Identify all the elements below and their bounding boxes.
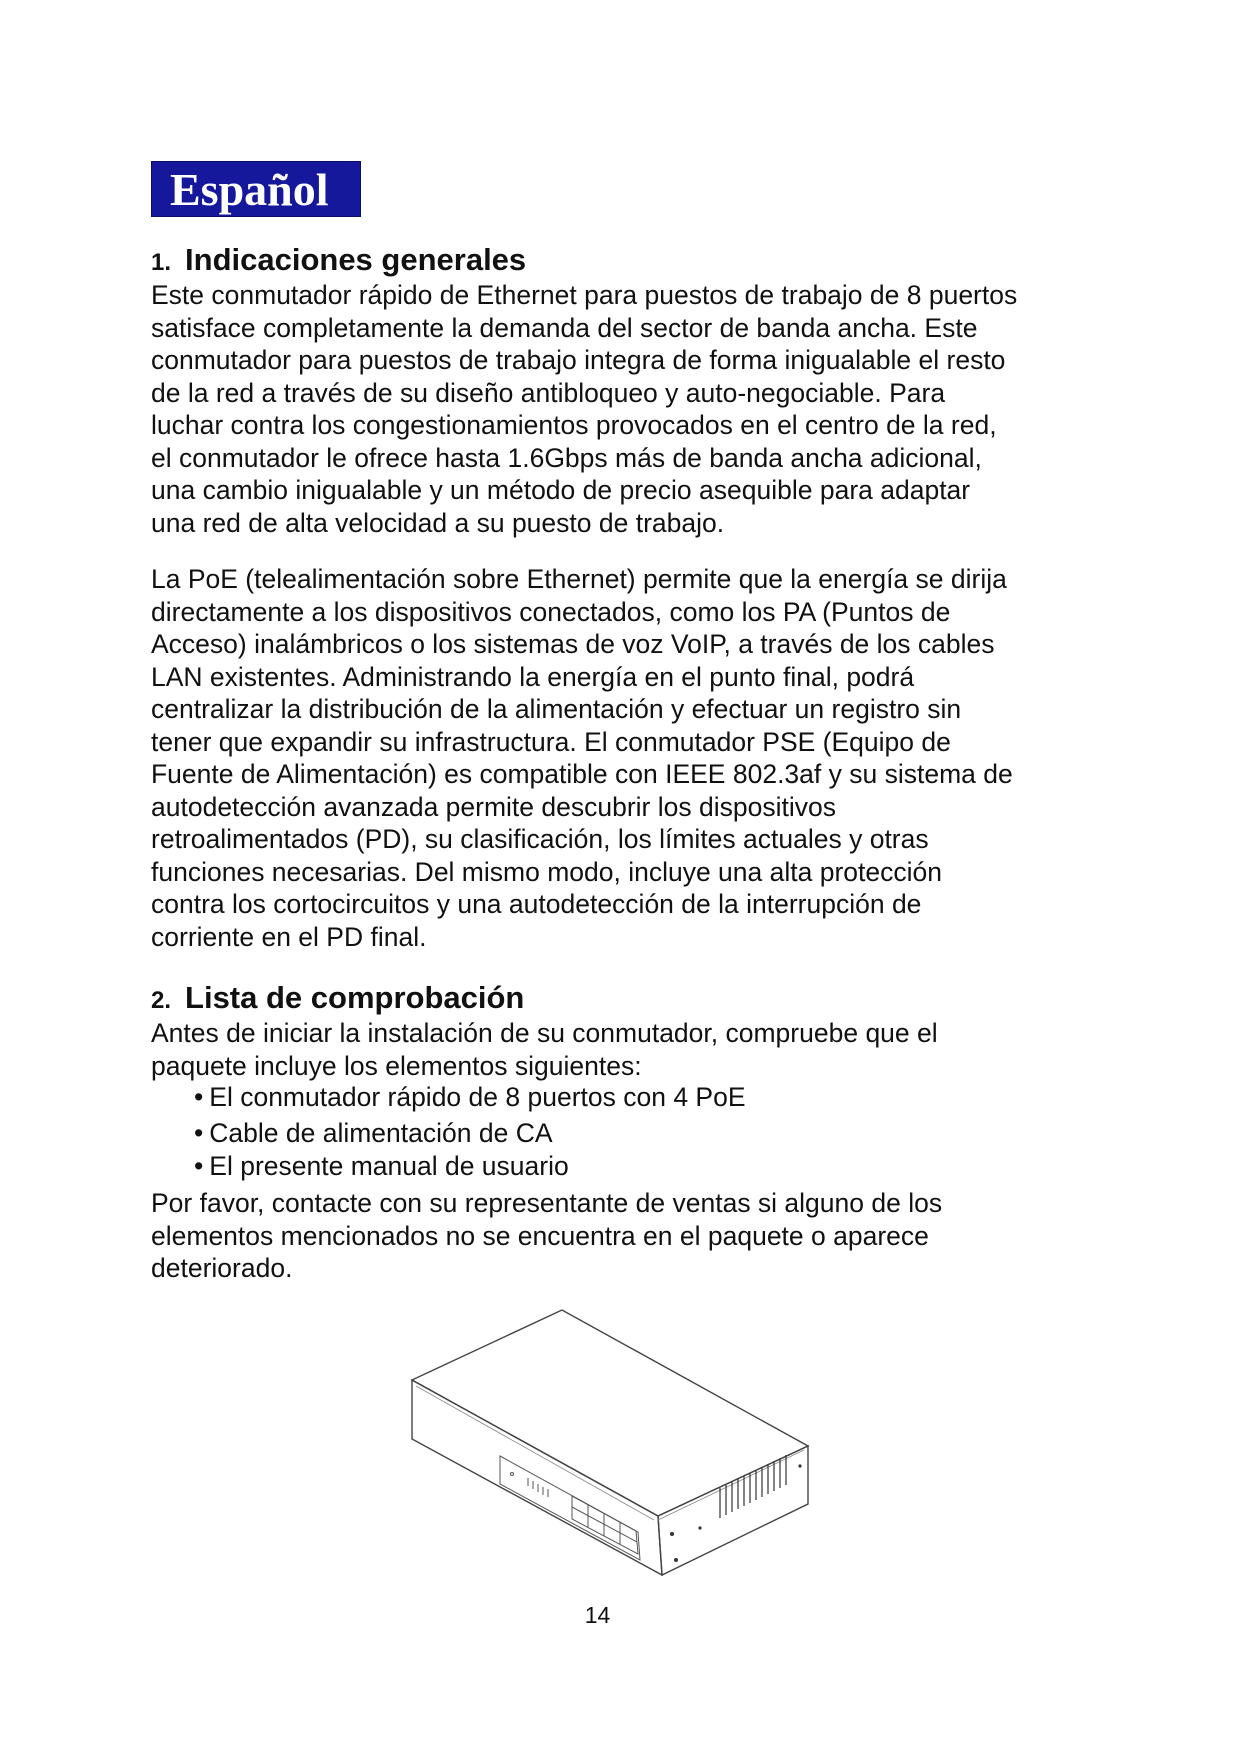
- paragraph-line: el conmutador le ofrece hasta 1.6Gbps más de banda ancha adicional,: [151, 442, 982, 473]
- list-item: [194, 1118, 553, 1149]
- section1-paragraph2: [151, 563, 1086, 953]
- page-number: 14: [584, 1602, 611, 1628]
- paragraph-line: corriente en el PD final.: [151, 921, 427, 952]
- section2-closing: [151, 1187, 1086, 1285]
- switch-body: [412, 1310, 808, 1575]
- bullet-icon: •: [194, 1151, 204, 1181]
- section2-title: Lista de comprobación: [185, 980, 525, 1015]
- paragraph-line: elementos mencionados no se encuentra en el paquete o aparece: [151, 1220, 929, 1251]
- list-item-text: El conmutador rápido de 8 puertos con 4 PoE: [209, 1082, 746, 1112]
- paragraph-line: centralizar la distribución de la alimentación y efectuar un registro sin: [151, 694, 962, 724]
- switch-front-face: [412, 1380, 662, 1575]
- section2-heading: [151, 980, 524, 1016]
- paragraph-line: una red de alta velocidad a su puesto de trabajo.: [151, 507, 725, 538]
- list-item: [194, 1082, 746, 1113]
- section1-paragraph1: [151, 279, 1086, 539]
- paragraph-line: funciones necesarias. Del mismo modo, incluye una alta protección: [151, 856, 942, 887]
- paragraph-line: Este conmutador rápido de Ethernet para puestos de trabajo de 8 puertos: [151, 280, 1018, 310]
- paragraph-line: retroalimentados (PD), su clasificación, los límites actuales y otras: [151, 824, 929, 854]
- paragraph-line: luchar contra los congestionamientos provocados en el centro de la red,: [151, 410, 997, 440]
- bullet-icon: •: [194, 1082, 204, 1112]
- section2-intro: [151, 1017, 1086, 1082]
- list-item-text: El presente manual de usuario: [209, 1151, 569, 1181]
- language-banner-label: Español: [170, 164, 329, 215]
- paragraph-line: LAN existentes. Administrando la energía en el punto final, podrá: [151, 661, 915, 692]
- front-panel: [500, 1456, 640, 1560]
- paragraph-line: La PoE (telealimentación sobre Ethernet) permite que la energía se dirija: [151, 564, 1007, 594]
- paragraph-line: Fuente de Alimentación) es compatible con IEEE 802.3af y su sistema de: [151, 759, 1013, 789]
- paragraph-line: autodetección avanzada permite descubrir los dispositivos: [151, 791, 836, 822]
- list-item-text: Cable de alimentación de CA: [209, 1118, 553, 1148]
- paragraph-line: contra los cortocircuitos y una autodetección de la interrupción de: [151, 889, 922, 919]
- paragraph-line: una cambio inigualable y un método de precio asequible para adaptar: [151, 475, 971, 505]
- language-banner: [151, 161, 361, 217]
- paragraph-line: Antes de iniciar la instalación de su conmutador, compruebe que el: [151, 1018, 938, 1048]
- list-item: [194, 1151, 569, 1182]
- paragraph-line: Por favor, contacte con su representante de ventas si alguno de los: [151, 1188, 943, 1218]
- paragraph-line: deteriorado.: [151, 1253, 293, 1283]
- paragraph-line: tener que expandir su infrastructura. El conmutador PSE (Equipo de: [151, 726, 951, 757]
- section1-title: Indicaciones generales: [185, 242, 527, 277]
- paragraph-line: Acceso) inalámbricos o los sistemas de voz VoIP, a través de los cables: [151, 629, 995, 659]
- bullet-icon: •: [194, 1118, 204, 1148]
- paragraph-line: paquete incluye los elementos siguientes:: [151, 1050, 642, 1081]
- paragraph-line: directamente a los dispositivos conectados, como los PA (Puntos de: [151, 596, 951, 627]
- section1-heading: [151, 242, 526, 278]
- side-vents: [720, 1455, 786, 1518]
- section1-number: 1.: [151, 249, 172, 276]
- switch-illustration: [400, 1298, 820, 1578]
- section2-number: 2.: [151, 987, 172, 1014]
- paragraph-line: conmutador para puestos de trabajo integra de forma inigualable el resto: [151, 345, 1006, 375]
- paragraph-line: de la red a través de su diseño antibloqueo y auto-negociable. Para: [151, 377, 946, 408]
- paragraph-line: satisface completamente la demanda del sector de banda ancha. Este: [151, 312, 978, 343]
